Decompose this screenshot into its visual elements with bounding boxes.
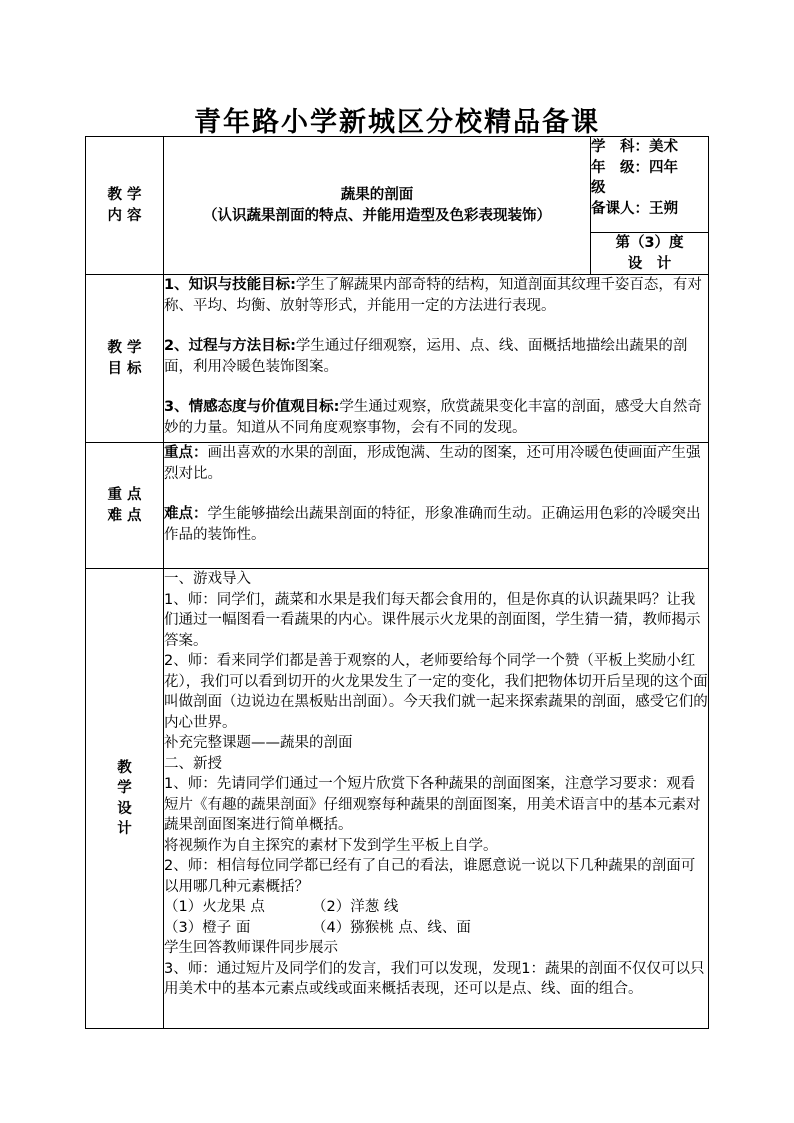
goals-label-line-2: 目 标 — [107, 360, 142, 377]
content-label-line-1: 教 学 — [107, 187, 142, 203]
teacher: 备课人：王朔 — [591, 200, 678, 217]
goals-label-line-1: 教 学 — [107, 340, 142, 356]
design-line: 一、游戏导入 — [164, 571, 251, 587]
subject: 学 科：美术 — [591, 139, 678, 155]
design-line: 2、师：相信每位同学都已经有了自己的看法，谁愿意说一说以下几种蔬果的剖面可以用哪几种元素概括？ — [164, 858, 696, 895]
goal-item — [164, 336, 708, 377]
lesson-subtitle: （认识蔬果剖面的特点、并能用造型及色彩表现装饰） — [203, 207, 551, 224]
design-label-char: 设 — [117, 800, 132, 817]
design-line: 1、师：同学们，蔬菜和水果是我们每天都会食用的，但是你真的认识蔬果吗？让我们通过一幅图看一看蔬果的内心。课件展示火龙果的剖面图，学生猜一猜，教师揭示答案。 — [164, 591, 701, 649]
keypoints-label — [86, 443, 164, 569]
design-degree-line-2: 设 计 — [627, 255, 672, 272]
option-item: （3）橙子 面 — [164, 919, 251, 936]
page-title: 青年路小学新城区分校精品备课 — [194, 107, 600, 138]
difficulty-paragraph — [164, 504, 708, 545]
goal-item — [164, 397, 708, 438]
goal-text: 学生通过观察，欣赏蔬果变化丰富的剖面，感受大自然奇妙的力量。知道从不同角度观察事物，会有不同的发现。 — [164, 399, 702, 436]
grade-line-1: 年 级：四年 — [591, 159, 678, 176]
design-line: 二、新授 — [164, 755, 222, 772]
design-content — [164, 569, 709, 1029]
difficulty-head: 难点： — [164, 506, 208, 522]
goal-head: 3、情感态度与价值观目标: — [164, 399, 340, 415]
lesson-plan-table — [85, 136, 709, 1029]
option-item: （4）猕猴桃 点、线、面 — [312, 919, 471, 936]
options-row — [164, 918, 708, 939]
goal-head: 2、过程与方法目标: — [164, 338, 296, 354]
goal-head: 1、知识与技能目标: — [164, 277, 296, 293]
design-label — [86, 569, 164, 1029]
content-label — [86, 137, 164, 275]
content-label-line-2: 内 容 — [107, 207, 142, 224]
design-line: 3、师：通过短片及同学们的发言，我们可以发现，发现1：蔬果的剖面不仅仅可以只用美术中的基本元素点或线或面来概括表现，还可以是点、线、面的组合。 — [164, 960, 705, 997]
design-label-char: 学 — [117, 780, 132, 796]
goal-text: 学生了解蔬果内部奇特的结构，知道剖面其纹理千姿百态，有对称、平均、均衡、放射等形式，并能用一定的方法进行表现。 — [164, 277, 702, 314]
grade-line-2: 级 — [591, 180, 606, 196]
keypoints-content — [164, 443, 709, 569]
lesson-title-cell — [164, 137, 591, 275]
design-line: 2、师：看来同学们都是善于观察的人，老师要给每个同学一个赞（平板上奖励小红花），我们可以看到切开的火龙果发生了一定的变化，我们把物体切开后呈现的这个面叫做剖面（边说边在黑板贴出剖面）。今天我们就一起来探索蔬果的剖面，感受它们的内心世界。 — [164, 653, 708, 731]
focus-head: 重点： — [164, 445, 208, 461]
options-row — [164, 897, 708, 918]
design-label-char: 计 — [117, 821, 132, 837]
focus-paragraph — [164, 443, 708, 484]
goal-text: 学生通过仔细观察，运用、点、线、面概括地描绘出蔬果的剖面，利用冷暖色装饰图案。 — [164, 338, 688, 375]
option-item: （1）火龙果 点 — [164, 899, 265, 915]
design-line: 将视频作为自主探究的素材下发到学生平板上自学。 — [164, 837, 498, 854]
keypoints-label-line-1: 重 点 — [107, 487, 142, 503]
design-degree-cell — [591, 233, 709, 275]
keypoints-label-line-2: 难 点 — [107, 507, 142, 524]
goals-content — [164, 275, 709, 443]
goal-item — [164, 275, 708, 316]
design-line: 1、师：先请同学们通过一个短片欣赏下各种蔬果的剖面图案，注意学习要求：观看短片《有趣的蔬果剖面》仔细观察每种蔬果的剖面图案，用美术语言中的基本元素对蔬果剖面图案进行简单概括。 — [164, 776, 701, 833]
goals-label — [86, 275, 164, 443]
option-item: （2）洋葱 线 — [312, 899, 399, 915]
design-degree-line-1: 第（3）度 — [615, 235, 684, 251]
lesson-title: 蔬果的剖面 — [340, 187, 414, 203]
meta-cell — [591, 137, 709, 233]
difficulty-text: 学生能够描绘出蔬果剖面的特征，形象准确而生动。正确运用色彩的冷暖突出作品的装饰性。 — [164, 506, 701, 543]
design-line: 补充完整课题——蔬果的剖面 — [164, 735, 353, 751]
focus-text: 画出喜欢的水果的剖面，形成饱满、生动的图案，还可用冷暖色使画面产生强烈对比。 — [164, 445, 701, 482]
design-line: 学生回答教师课件同步展示 — [164, 940, 338, 956]
design-label-char: 教 — [117, 759, 132, 776]
